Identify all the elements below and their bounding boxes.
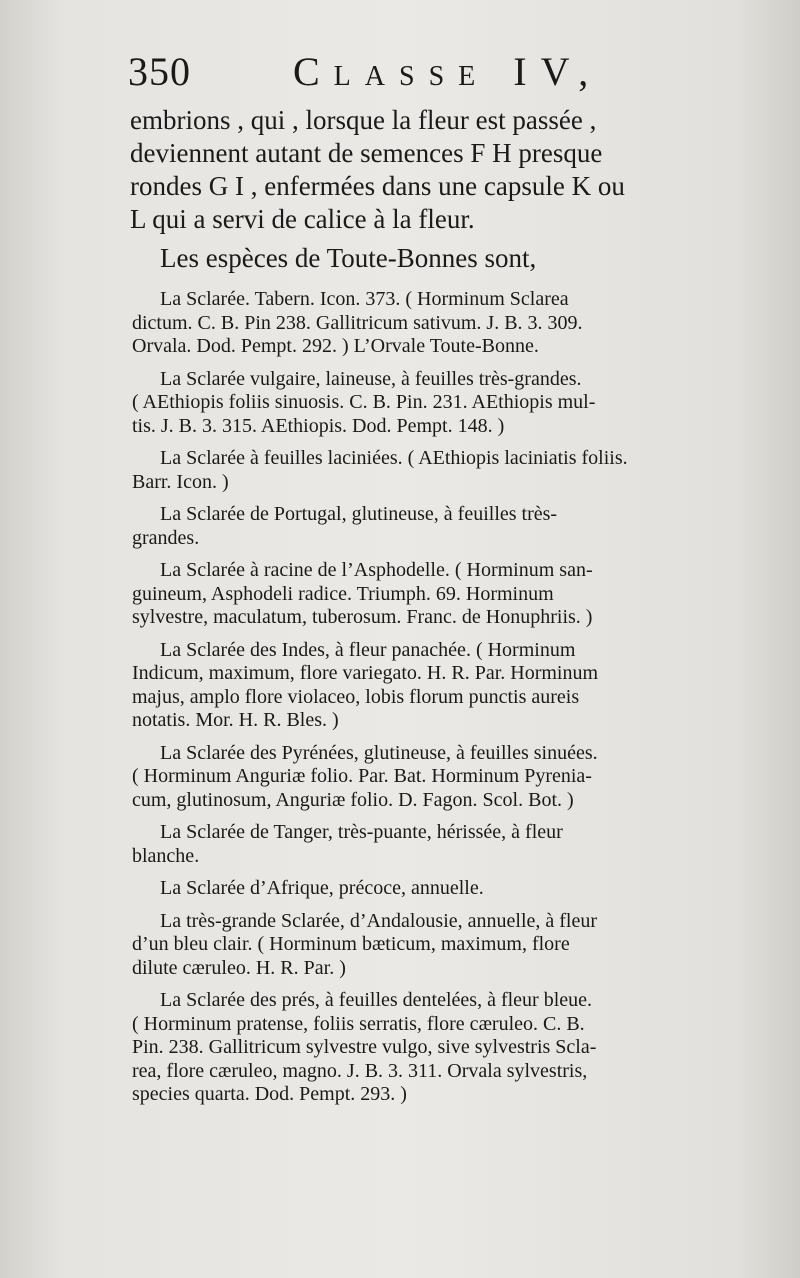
entry-line: La Sclarée d’Afrique, précoce, annuelle. <box>160 877 484 899</box>
entry-line: La Sclarée à feuilles laciniées. ( AEthiopis laciniatis foliis. <box>160 447 628 469</box>
species-entry <box>132 821 744 868</box>
entry-line: La Sclarée des prés, à feuilles dentelées, à fleur bleue. <box>160 989 593 1011</box>
entry-line: Orvala. Dod. Pempt. 292. ) L’Orvale Toute-Bonne. <box>132 335 539 357</box>
entry-line: cum, glutinosum, Anguriæ folio. D. Fagon. Scol. Bot. ) <box>132 788 574 811</box>
entry-line: blanche. <box>132 844 200 867</box>
entry-line: majus, amplo flore violaceo, lobis florum punctis aureis <box>132 685 580 708</box>
section-heading: Les espèces de Toute-Bonnes sont, <box>160 243 537 273</box>
entry-line: ( AEthiopis foliis sinuosis. C. B. Pin. 231. AEthiopis mul- <box>132 391 596 413</box>
entry-line: Pin. 238. Gallitricum sylvestre vulgo, sive sylvestris Scla- <box>132 1036 597 1058</box>
species-entry <box>132 503 744 550</box>
species-entry <box>132 989 744 1107</box>
entry-line: La Sclarée à racine de l’Asphodelle. ( Horminum san- <box>160 559 593 581</box>
entry-line: notatis. Mor. H. R. Bles. ) <box>132 709 339 731</box>
entry-line: grandes. <box>132 526 200 549</box>
species-list <box>132 288 744 1116</box>
entry-line: Barr. Icon. ) <box>132 470 229 493</box>
entry-line: rea, flore cæruleo, magno. J. B. 3. 311. Orvala sylvestris, <box>132 1059 588 1082</box>
species-entry <box>132 288 744 359</box>
entry-line: dictum. C. B. Pin 238. Gallitricum sativum. J. B. 3. 309. <box>132 311 583 334</box>
entry-line: species quarta. Dod. Pempt. 293. ) <box>132 1083 407 1105</box>
intro-line: rondes G I , enfermées dans une capsule K ou <box>130 171 625 201</box>
entry-line: La Sclarée de Portugal, glutineuse, à feuilles très- <box>160 503 558 525</box>
species-entry <box>132 368 744 439</box>
species-entry <box>132 447 744 494</box>
entry-line: guineum, Asphodeli radice. Triumph. 69. Horminum <box>132 582 554 605</box>
entry-line: La Sclarée. Tabern. Icon. 373. ( Horminum Sclarea <box>160 288 569 310</box>
page-header <box>128 48 608 98</box>
entry-line: La très-grande Sclarée, d’Andalousie, annuelle, à fleur <box>160 909 598 932</box>
intro-line: embrions , qui , lorsque la fleur est passée , <box>130 105 597 135</box>
entry-line: La Sclarée des Indes, à fleur panachée. ( Horminum <box>160 638 576 661</box>
entry-line: Indicum, maximum, flore variegato. H. R. Par. Horminum <box>132 662 599 684</box>
entry-line: La Sclarée vulgaire, laineuse, à feuilles très-grandes. <box>160 367 582 390</box>
intro-line: deviennent autant de semences F H presque <box>130 138 603 168</box>
species-entry <box>132 910 744 981</box>
entry-line: d’un bleu clair. ( Horminum bæticum, maximum, flore <box>132 933 570 955</box>
entry-line: sylvestre, maculatum, tuberosum. Franc. de Honuphriis. ) <box>132 606 593 628</box>
species-entry <box>132 742 744 813</box>
entry-line: La Sclarée de Tanger, très-puante, hérissée, à fleur <box>160 821 563 843</box>
entry-line: ( Horminum pratense, foliis serratis, flore cæruleo. C. B. <box>132 1012 585 1035</box>
species-entry <box>132 559 744 630</box>
species-entry <box>132 877 744 901</box>
entry-line: La Sclarée des Pyrénées, glutineuse, à feuilles sinuées. <box>160 741 598 764</box>
entry-line: ( Horminum Anguriæ folio. Par. Bat. Horminum Pyrenia- <box>132 765 592 787</box>
intro-paragraph <box>130 104 742 236</box>
intro-line: L qui a servi de calice à la fleur. <box>130 204 475 234</box>
entry-line: tis. J. B. 3. 315. AEthiopis. Dod. Pempt. 148. ) <box>132 414 505 437</box>
entry-line: dilute cæruleo. H. R. Par. ) <box>132 956 346 979</box>
species-entry <box>132 639 744 733</box>
running-head: Classe IV, <box>293 49 603 94</box>
page-number: 350 <box>128 49 191 94</box>
